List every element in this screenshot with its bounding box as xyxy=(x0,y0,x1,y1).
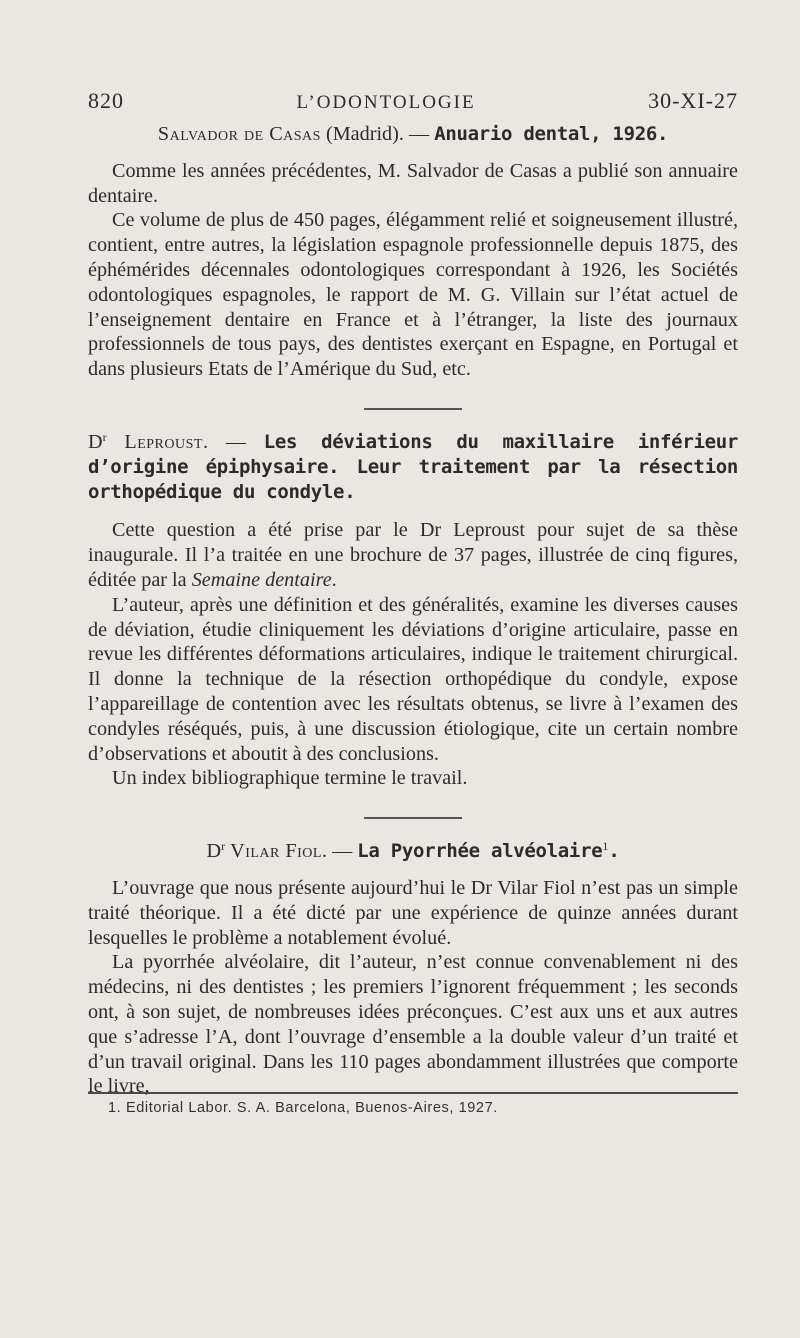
paragraph: Ce volume de plus de 450 pages, élégamment relié et soigneusement illustré, contient, entre autres, la législation espagnole professionnelle depuis 1875, des éphémérides décennales odontologiques correspondant à 1926, les Sociétés odontologiques espagnoles, le rapport de M. G. Villain sur l’état actuel de l’enseignement dentaire en France et à l’étranger, la liste des journaux professionnels de tous pays, des dentistes exerçant en Espagne, en Portugal et dans plusieurs Etats de l’Amérique du Sud, etc. xyxy=(88,209,738,381)
paragraph: La pyorrhée alvéolaire, dit l’auteur, n’est connue convenablement ni des médecins, ni des dentistes ; les premiers l’ignorent fréquemment ; les seconds ont, à son sujet, de nombreuses idées préconçues. C’est aux uns et aux autres que s’adresse l’A, dont l’ouvrage d’ensemble a la double valeur d’un traité et d’un travail original. Dans les 110 pages abondamment illustrées que comporte le livre, xyxy=(88,951,738,1098)
section-divider xyxy=(364,408,462,410)
review-entry xyxy=(88,839,738,1099)
entry-location: . — xyxy=(321,840,358,863)
paragraph xyxy=(88,518,738,592)
section-divider xyxy=(364,817,462,819)
entry-heading xyxy=(88,839,738,864)
entry-heading xyxy=(88,122,738,147)
review-entry xyxy=(88,430,738,791)
issue-date: 30-XI-27 xyxy=(648,88,738,113)
page-number: 820 xyxy=(88,88,124,113)
journal-reference: Semaine dentaire xyxy=(191,568,332,591)
footnote-marker: 1 xyxy=(602,839,609,854)
page-body xyxy=(88,122,738,1099)
prefix-sup: r xyxy=(102,429,107,444)
paragraph: Un index bibliographique termine le travail. xyxy=(112,767,468,790)
entry-author-prefix xyxy=(206,840,225,862)
entry-title: Les déviations du maxillaire inférieur d’origine épiphysaire. Leur traitement par la résection orthopédique du condyle. xyxy=(88,430,739,503)
paragraph-end: . xyxy=(331,568,337,591)
entry-location: (Madrid). — xyxy=(320,123,435,145)
paragraph-text: Cette question a été prise par le Dr Leproust pour sujet de sa thèse inaugurale. Il l’a traitée en une brochure de 37 pages, illustrée de cinq figures, éditée par la xyxy=(88,519,738,591)
entry-author: Leproust xyxy=(124,430,203,453)
review-entry xyxy=(88,122,738,382)
entry-title: Anuario dental, 1926. xyxy=(434,123,669,145)
footnote xyxy=(108,1100,738,1116)
prefix-sup: r xyxy=(221,839,226,854)
footnote-rule xyxy=(88,1092,738,1094)
entry-title: La Pyorrhée alvéolaire xyxy=(357,840,603,863)
entry-heading xyxy=(88,430,738,504)
prefix-letter: D xyxy=(206,840,222,863)
running-head xyxy=(88,88,738,114)
footnote-text: Editorial Labor. S. A. Barcelona, Buenos-Aires, 1927. xyxy=(125,1100,498,1116)
prefix-letter: D xyxy=(88,430,103,453)
journal-title: L’ODONTOLOGIE xyxy=(296,92,476,113)
entry-location: . — xyxy=(202,430,264,453)
footnote-number: 1. xyxy=(108,1100,122,1116)
entry-author: Salvador de Casas xyxy=(157,123,321,145)
entry-title-end: . xyxy=(608,840,620,863)
paragraph: Comme les années précédentes, M. Salvador de Casas a publié son annuaire dentaire. xyxy=(88,159,738,207)
entry-author-prefix xyxy=(88,431,107,453)
entry-author: Vilar Fiol xyxy=(230,840,322,863)
paragraph: L’auteur, après une définition et des généralités, examine les diverses causes de déviation, étudie cliniquement les déviations d’origine articulaire, passe en revue les différentes déformations articulaires, indique le traitement chirurgical. Il donne la technique de la résection orthopédique du condyle, expose l’appareillage de contention avec les résultats obtenus, se livre à l’examen des condyles réséqués, puis, à une discussion étiologique, cite un certain nombre d’observations et aboutit à des conclusions. xyxy=(88,593,738,765)
paragraph: L’ouvrage que nous présente aujourd’hui le Dr Vilar Fiol n’est pas un simple traité théorique. Il a été dicté par une expérience de quinze années durant lesquelles le problème a notablement évolué. xyxy=(88,876,738,949)
